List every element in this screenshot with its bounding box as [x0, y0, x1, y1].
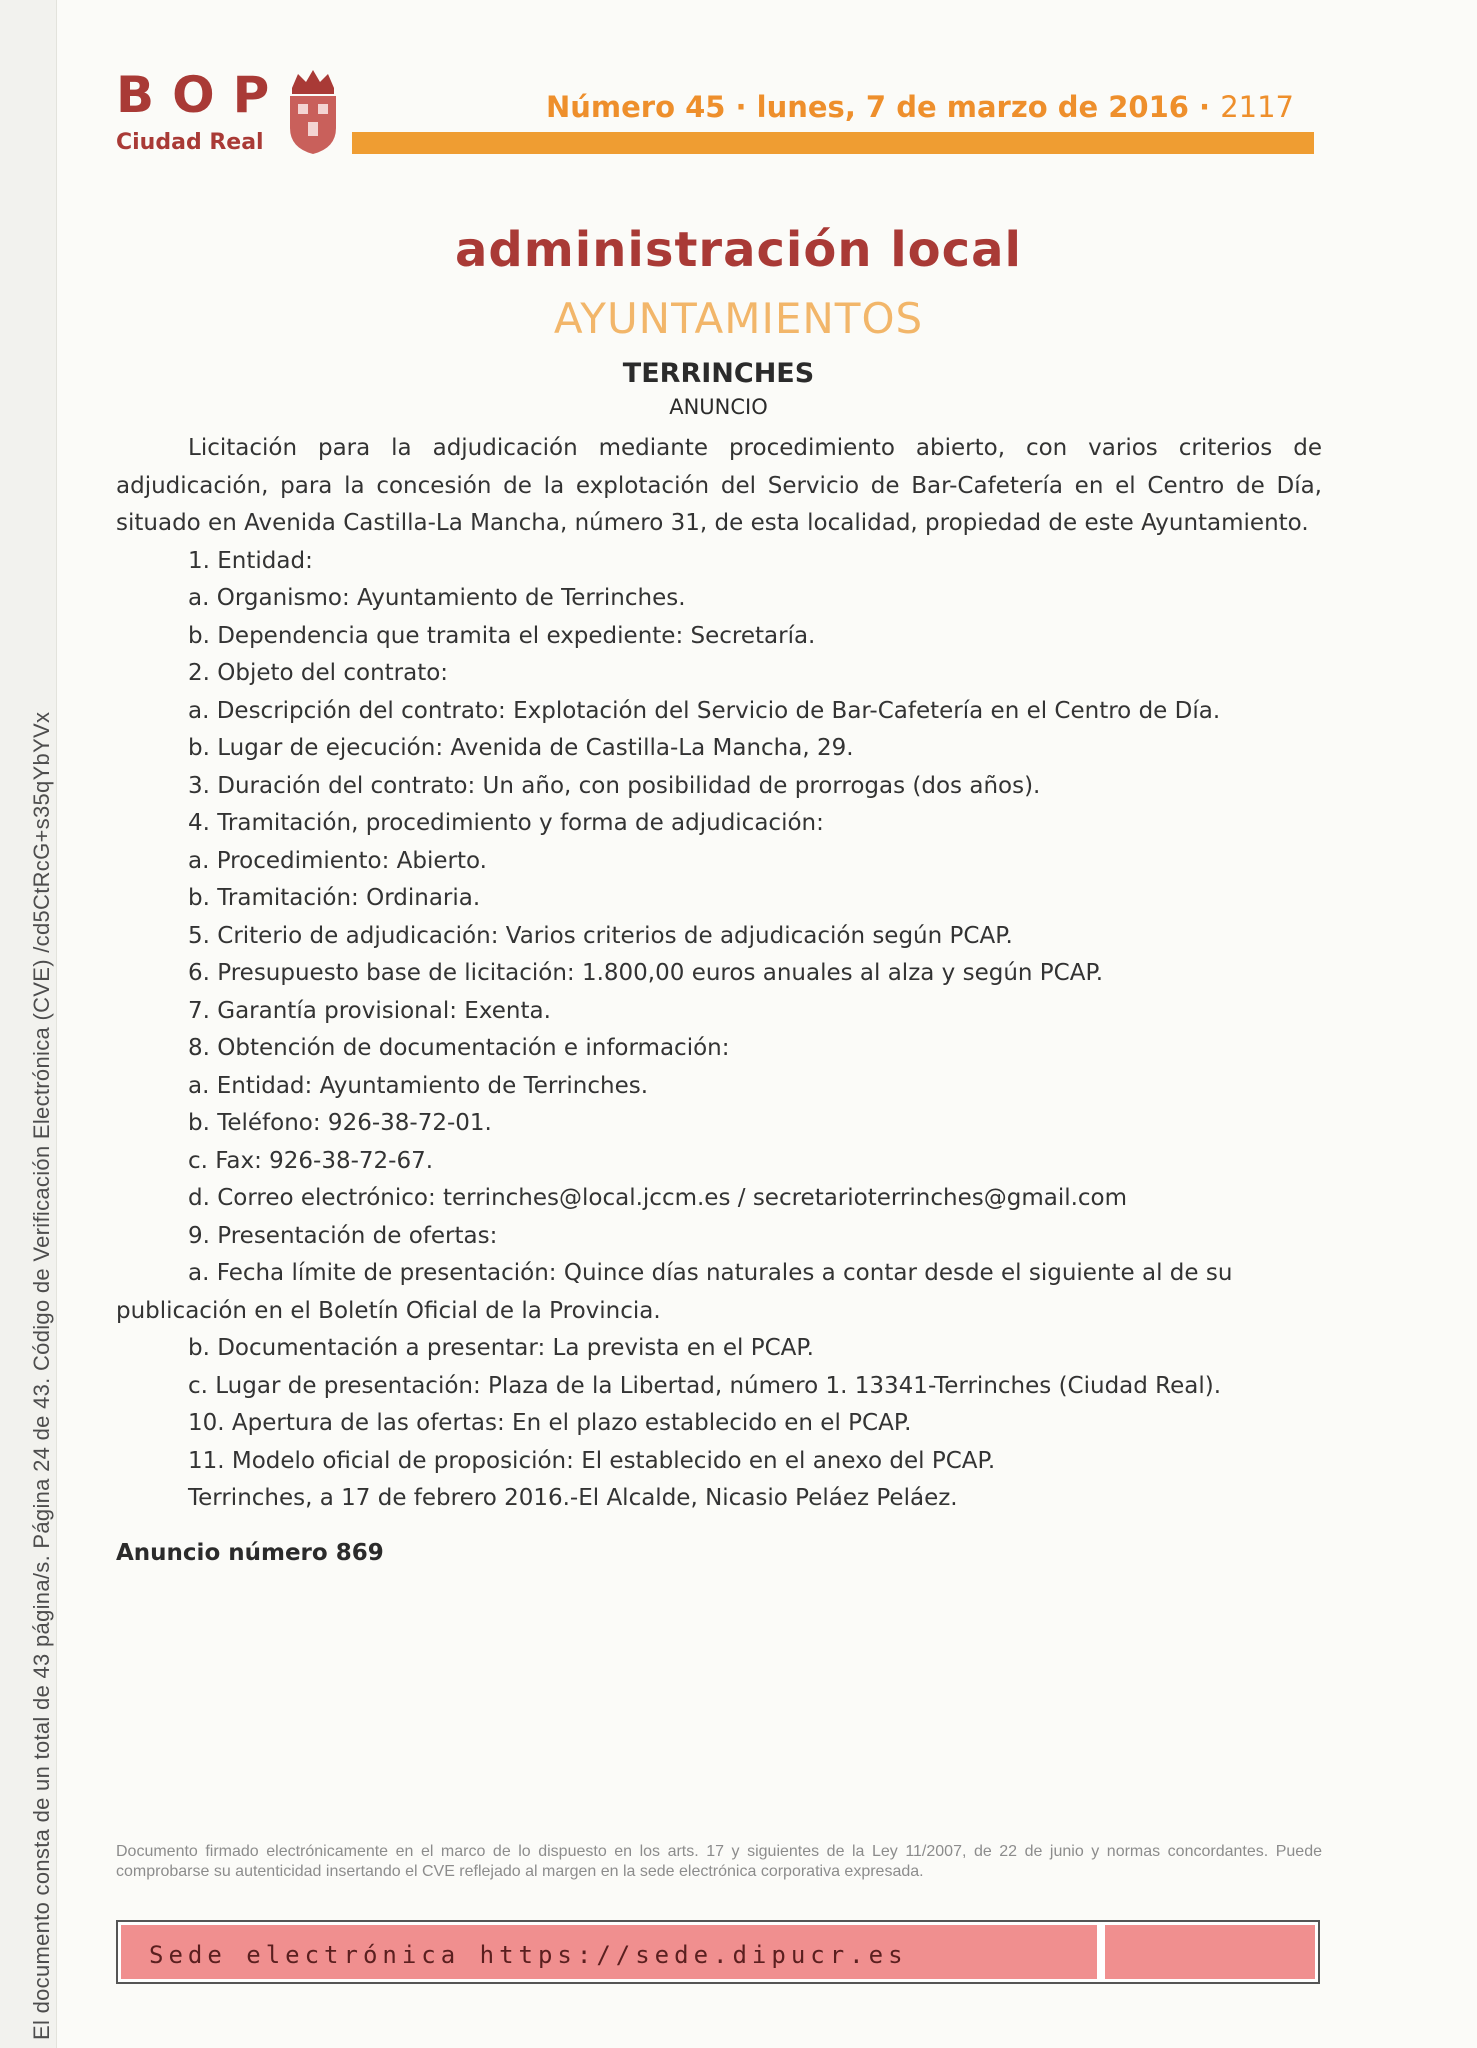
subsection-title: AYUNTAMIENTOS: [553, 294, 924, 343]
list-item: 9. Presentación de ofertas:: [188, 1222, 498, 1249]
notice-body: [116, 430, 1322, 1518]
entity-title: TERRINCHES: [622, 358, 815, 389]
list-item: a. Fecha límite de presentación: Quince días naturales a contar desde el siguiente al de su publicación en el Boletín Oficial de la Provincia.: [116, 1260, 1233, 1324]
list-item: 7. Garantía provisional: Exenta.: [188, 997, 551, 1024]
bop-logo: [116, 66, 346, 162]
list-item: c. Fax: 926-38-72-67.: [188, 1147, 434, 1174]
list-item: 6. Presupuesto base de licitación: 1.800,00 euros anuales al alza y según PCAP.: [188, 960, 1104, 986]
issue-info: Número 45 · lunes, 7 de marzo de 2016 ·: [545, 90, 1211, 124]
signature-line: Terrinches, a 17 de febrero 2016.-El Alcalde, Nicasio Peláez Peláez.: [188, 1485, 958, 1511]
list-item: b. Teléfono: 926-38-72-01.: [188, 1110, 492, 1136]
coat-of-arms-icon: [284, 66, 342, 156]
list-item: b. Lugar de ejecución: Avenida de Castilla-La Mancha, 29.: [188, 735, 854, 761]
list-item: b. Tramitación: Ordinaria.: [188, 885, 481, 911]
list-item: c. Lugar de presentación: Plaza de la Libertad, número 1. 13341-Terrinches (Ciudad Real).: [188, 1372, 1222, 1399]
footer-band-separator: [1097, 1925, 1105, 1979]
header-rule-bar: [352, 132, 1314, 154]
sede-electronica-link[interactable]: Sede electrónica https://sede.dipucr.es: [149, 1941, 908, 1969]
notice-label: ANUNCIO: [669, 395, 768, 419]
footer-legal-note: Documento firmado electrónicamente en el marco de lo dispuesto en los arts. 17 y siguientes de la Ley 11/2007, de 22 de junio y normas concordantes. Puede comprobarse su autenticidad insertando el CVE reflejado al margen en la sede electrónica corporativa expresada.: [116, 1843, 1322, 1880]
list-item: a. Descripción del contrato: Explotación del Servicio de Bar-Cafetería en el Centro de Día.: [188, 697, 1221, 724]
list-item: 3. Duración del contrato: Un año, con posibilidad de prorrogas (dos años).: [188, 772, 1041, 799]
list-item: 2. Objeto del contrato:: [188, 660, 449, 686]
list-item: a. Procedimiento: Abierto.: [188, 847, 487, 874]
footer-band: [121, 1925, 1315, 1979]
list-item: 8. Obtención de documentación e información:: [188, 1035, 730, 1061]
list-item: a. Organismo: Ayuntamiento de Terrinches.: [188, 585, 686, 611]
list-item: b. Dependencia que tramita el expediente: Secretaría.: [188, 622, 816, 649]
intro-paragraph: Licitación para la adjudicación mediante procedimiento abierto, con varios criterios de adjudicación, para la concesión de la explotación del Servicio de Bar-Cafetería en el Centro de Día, situado en Avenida Castilla-La Mancha, número 31, de esta localidad, propiedad de este Ayuntamiento.: [116, 435, 1322, 536]
list-item: 4. Tramitación, procedimiento y forma de adjudicación:: [188, 810, 824, 836]
bulletin-header: [116, 66, 1314, 166]
list-item: b. Documentación a presentar: La prevista en el PCAP.: [188, 1335, 814, 1361]
list-item: 5. Criterio de adjudicación: Varios criterios de adjudicación según PCAP.: [188, 922, 1013, 949]
logo-letters: BOP: [116, 66, 288, 124]
list-item: a. Entidad: Ayuntamiento de Terrinches.: [188, 1072, 649, 1099]
list-item: 11. Modelo oficial de proposición: El establecido en el anexo del PCAP.: [188, 1447, 996, 1474]
anuncio-number: Anuncio número 869: [116, 1540, 384, 1566]
issue-line: [546, 90, 1294, 124]
section-title: administración local: [455, 222, 1022, 278]
footer-sede-box: [116, 1920, 1320, 1984]
cve-vertical-note: El documento consta de un total de 43 página/s. Página 24 de 43. Código de Verificación Electrónica (CVE) /cd5CtRcG+s35qYbYVx: [29, 711, 54, 2040]
page-number: 2117: [1220, 90, 1294, 124]
list-item: d. Correo electrónico: terrinches@local.jccm.es / secretarioterrinches@gmail.com: [188, 1185, 1128, 1211]
list-item: 1. Entidad:: [188, 547, 313, 574]
list-item: 10. Apertura de las ofertas: En el plazo establecido en el PCAP.: [188, 1410, 912, 1436]
logo-city: Ciudad Real: [116, 130, 264, 155]
